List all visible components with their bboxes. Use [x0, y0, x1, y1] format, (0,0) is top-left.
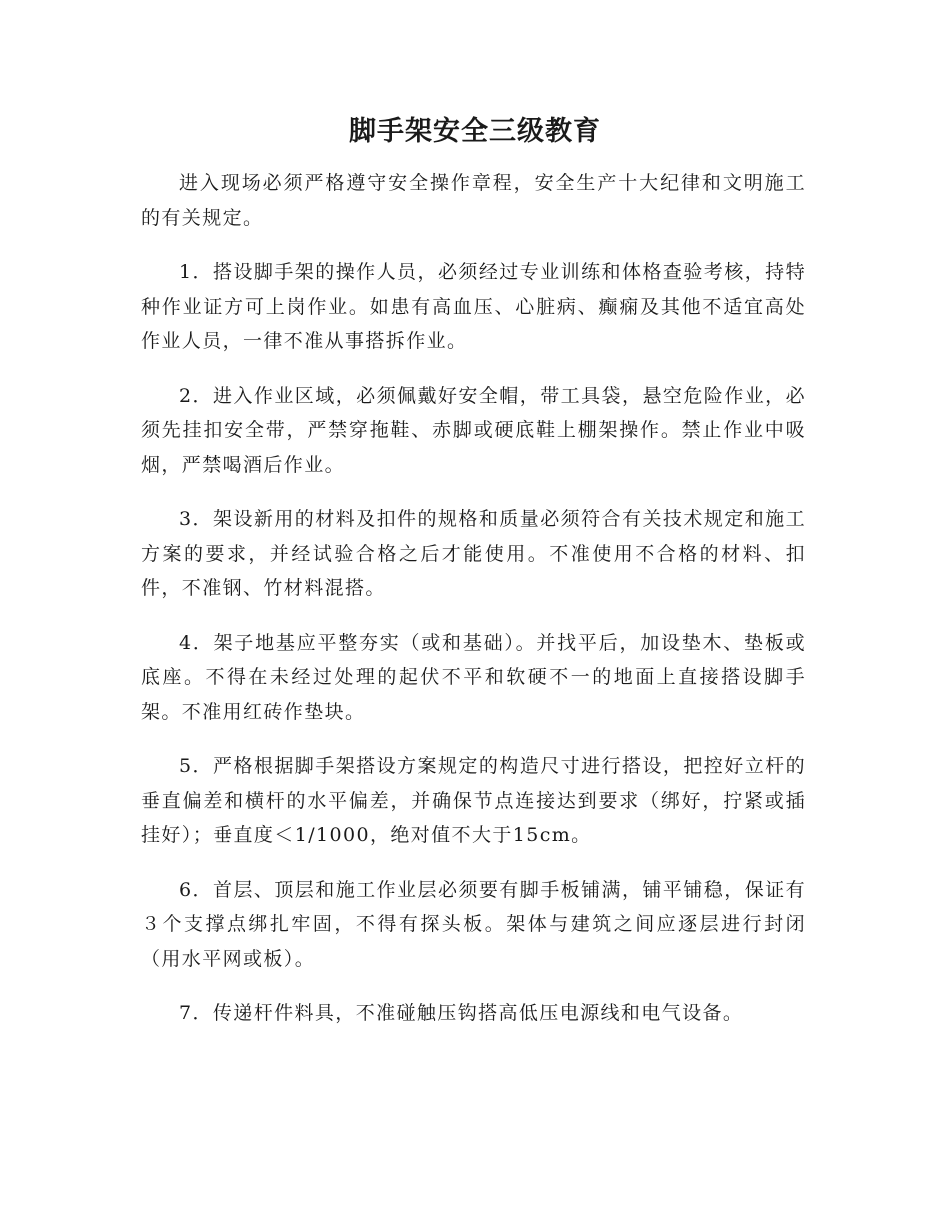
rule-paragraph-3: 3．架设新用的材料及扣件的规格和质量必须符合有关技术规定和施工方案的要求，并经试验合格之后才能使用。不准使用不合格的材料、扣件，不准钢、竹材料混搭。 — [141, 508, 806, 599]
rule-paragraph-4: 4．架子地基应平整夯实（或和基础）。并找平后，加设垫木、垫板或底座。不得在未经过处理的起伏不平和软硬不一的地面上直接搭设脚手架。不准用红砖作垫块。 — [141, 631, 806, 723]
rule-paragraph-1: 1．搭设脚手架的操作人员，必须经过专业训练和体格查验考核，持特种作业证方可上岗作业。如患有高血压、心脏病、癫痫及其他不适宜高处作业人员，一律不准从事搭拆作业。 — [141, 261, 806, 352]
document-body — [141, 166, 806, 1051]
rule-paragraph-5: 5．严格根据脚手架搭设方案规定的构造尺寸进行搭设，把控好立杆的垂直偏差和横杆的水平偏差，并确保节点连接达到要求（绑好，拧紧或插挂好）；垂直度＜1/1000，绝对值不大于15cm。 — [141, 755, 806, 846]
intro-paragraph: 进入现场必须严格遵守安全操作章程，安全生产十大纪律和文明施工的有关规定。 — [141, 172, 806, 229]
rule-paragraph-6: 6．首层、顶层和施工作业层必须要有脚手板铺满，铺平铺稳，保证有３个支撑点绑扎牢固，不得有探头板。架体与建筑之间应逐层进行封闭（用水平网或板）。 — [141, 878, 806, 970]
rule-paragraph-7: 7．传递杆件料具，不准碰触压钩搭高低压电源线和电气设备。 — [179, 1002, 744, 1024]
document-title: 脚手架安全三级教育 — [349, 116, 601, 147]
rule-paragraph-2: 2．进入作业区域，必须佩戴好安全帽，带工具袋，悬空危险作业，必须先挂扣安全带，严禁穿拖鞋、赤脚或硬底鞋上棚架操作。禁止作业中吸烟，严禁喝酒后作业。 — [141, 384, 806, 476]
